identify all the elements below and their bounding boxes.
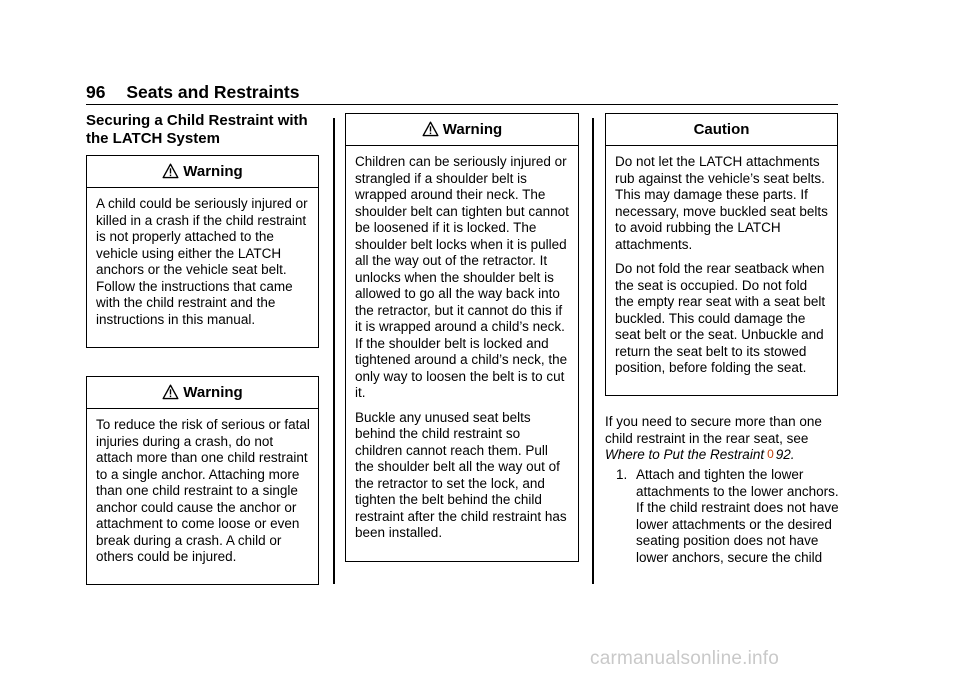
warning-box-single-anchor [86, 376, 319, 585]
step-text: Attach and tighten the lower attachments to the lower anchors. If the child restraint does not have lower attachments or the desired seating position does not have lower anchors, secure the child [636, 467, 839, 565]
body-intro: If you need to secure more than one child restraint in the rear seat, see [605, 414, 822, 446]
cross-reference-page[interactable]: 92. [775, 447, 795, 462]
page-header [86, 82, 838, 105]
page-reference-icon: 0 [767, 447, 774, 461]
section-heading: Securing a Child Restraint with the LATCH System [86, 112, 308, 147]
warning-paragraph: Buckle any unused seat belts behind the child restraint so children cannot reach them. Pull the shoulder belt all the way out of the retractor to set the lock, and tighten the belt behind the child restraint after the child restraint has been installed. [355, 409, 567, 540]
caution-header [606, 114, 837, 146]
watermark: carmanualsonline.info [590, 648, 780, 669]
section-title: Seats and Restraints [126, 82, 300, 102]
warning-triangle-icon [162, 384, 179, 400]
warning-header [87, 377, 318, 409]
step-number: 1. [616, 467, 628, 482]
warning-triangle-icon [162, 163, 179, 179]
warning-text: A child could be seriously injured or killed in a crash if the child restraint is not properly attached to the vehicle using either the LATCH anchors or the vehicle seat belt. Follow the instructions that came with the child restraint and the instructions in this manual. [96, 196, 308, 327]
caution-title: Caution [693, 121, 750, 138]
warning-triangle-icon [422, 121, 439, 137]
body-paragraph [605, 414, 843, 464]
column-divider-right [592, 118, 594, 584]
warning-title: Warning [183, 163, 243, 180]
caution-paragraph: Do not fold the rear seatback when the seat is occupied. Do not fold the empty rear seat with a seat belt buckled. This could damage the seat belt or the seat. Unbuckle and return the seat belt to its stowed position, before folding the seat. [615, 261, 826, 375]
warning-header [87, 156, 318, 188]
warning-title: Warning [442, 121, 503, 138]
warning-box-shoulder-belt [345, 113, 579, 562]
warning-paragraph: Children can be seriously injured or strangled if a shoulder belt is wrapped around their neck. The shoulder belt can tighten but cannot be loosened if it is locked. The shoulder belt locks when it is pulled all the way out of the retractor. It unlocks when the shoulder belt is allowed to go all the way back into the retractor, but it cannot do this if it is wrapped around a child’s neck. If the shoulder belt is locked and tightened around a child’s neck, the only way to loosen the belt is to cut it. [355, 154, 569, 400]
list-item [616, 467, 840, 566]
caution-box [605, 113, 838, 396]
page-number: 96 [86, 82, 106, 102]
column-divider-left [333, 118, 335, 584]
warning-header [346, 114, 578, 146]
caution-paragraph: Do not let the LATCH attachments rub against the vehicle’s seat belts. This may damage these parts. If necessary, move buckled seat belts to avoid rubbing the LATCH attachments. [615, 154, 828, 252]
warning-text: To reduce the risk of serious or fatal injuries during a crash, do not attach more than one child restraint to a single anchor. Attaching more than one child restraint to a single anchor could cause the anchor or attachment to come loose or even break during a crash. A child or others could be injured. [96, 417, 310, 564]
cross-reference-link[interactable]: Where to Put the Restraint [605, 447, 765, 462]
warning-box-latch [86, 155, 319, 348]
warning-title: Warning [183, 384, 243, 401]
